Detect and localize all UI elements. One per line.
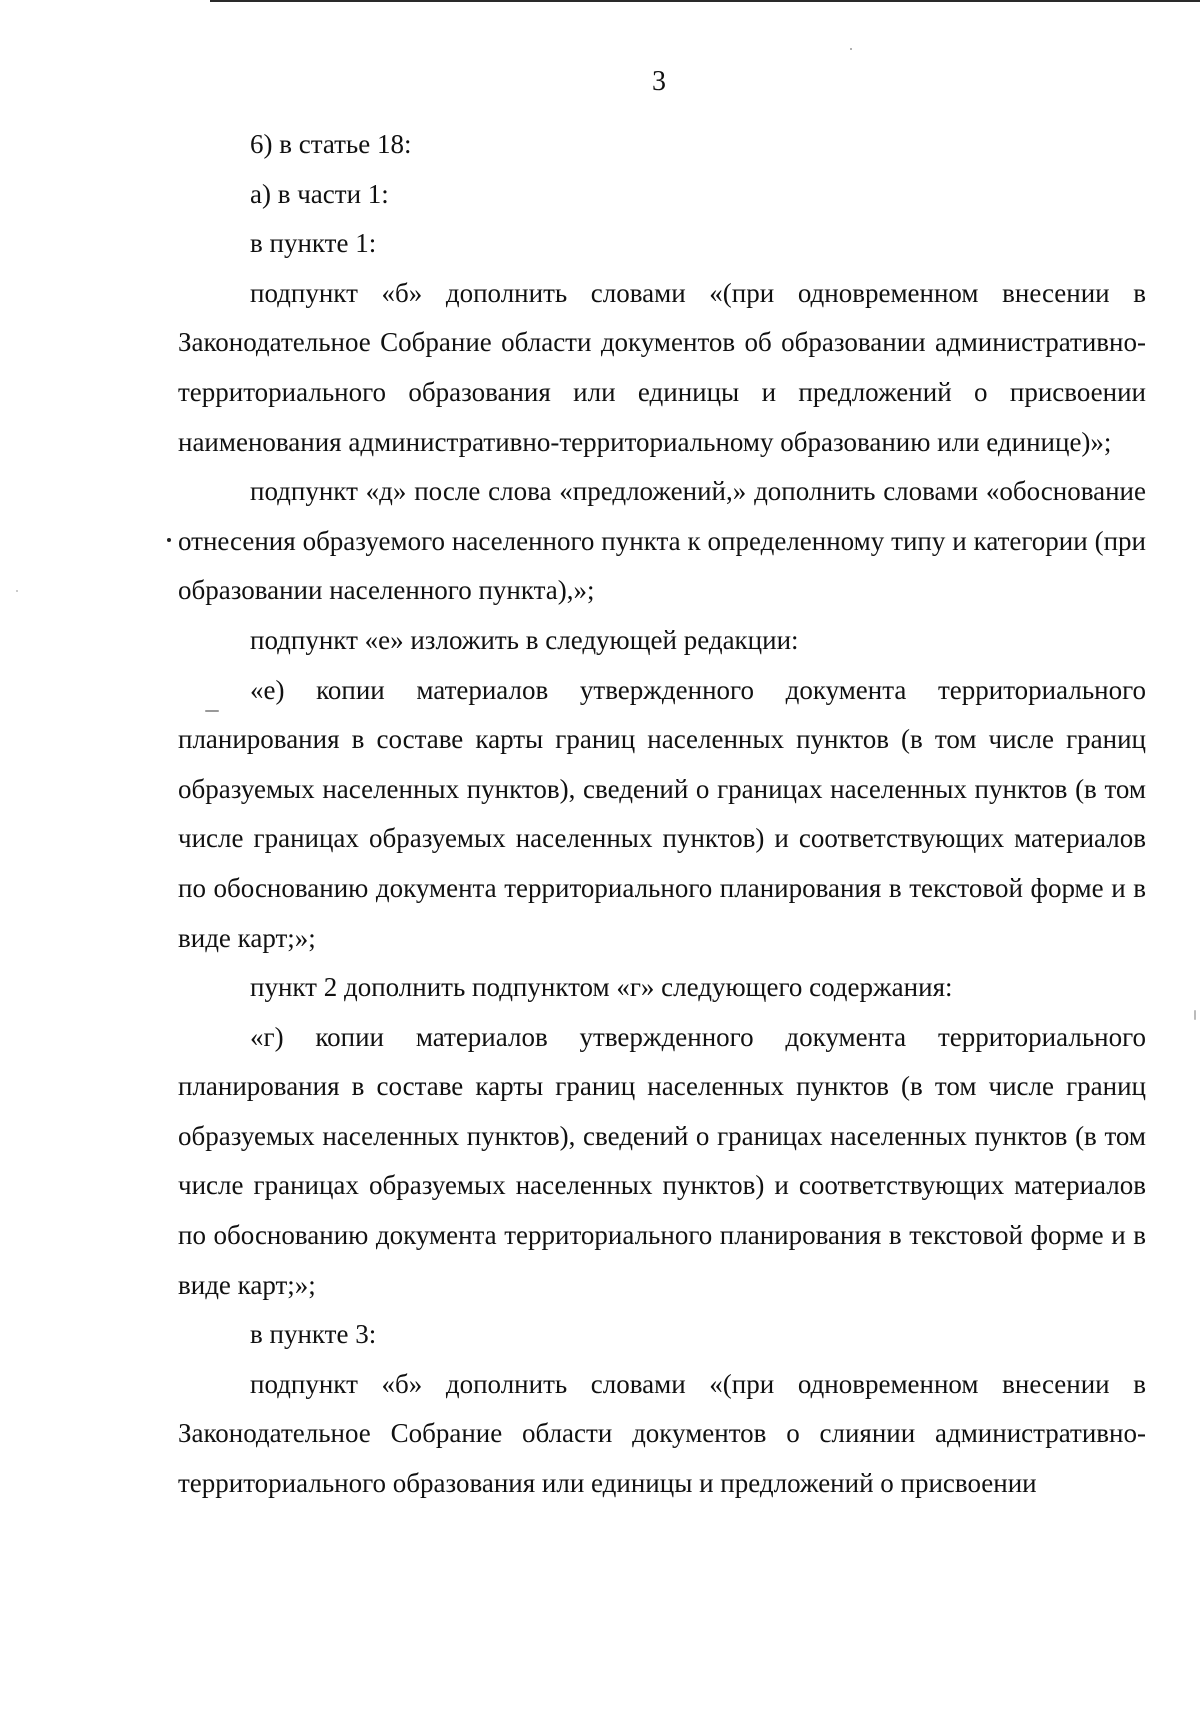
scan-artifact-speck [16,590,18,592]
paragraph-point-3-subpoint-b: подпункт «б» дополнить словами «(при одновременном внесении в Законодательное Собрание области документов о слиянии административно-территориального образования или единицы и предложений о присвоении [178,1368,1146,1499]
paragraph-subpoint-b: подпункт «б» дополнить словами «(при одновременном внесении в Законодательное Собрание области документов об образовании административно-территориального образования или единицы и предложений о присвоении наименования административно-территориальному образованию или единице)»; [178,277,1146,457]
paragraph-article-18: 6) в статье 18: [250,129,412,159]
document-body [178,120,1146,1509]
scan-artifact-edge-mark [1194,1010,1196,1020]
scan-artifact-dash [205,710,219,712]
page-number: 3 [652,66,666,97]
paragraph-subpoint-e-intro: подпункт «е» изложить в следующей редакции: [250,624,799,655]
paragraph-subpoint-d: подпункт «д» после слова «предложений,» дополнить словами «обоснование отнесения образуемого населенного пункта к определенному типу и категории (при образовании населенного пункта),»; [178,476,1146,606]
paragraph-subpoint-g-text: «г) копии материалов утвержденного документа территориального планирования в составе карты границ населенных пунктов (в том числе границ образуемых населенных пунктов), сведений о границах населенных пунктов (в том числе границах образуемых населенных пунктов) и соответствующих материалов по обоснованию документа территориального планирования в текстовой форме и в виде карт;»; [178,1021,1146,1300]
scan-artifact-dot [167,538,171,542]
paragraph-part-1: а) в части 1: [250,178,389,209]
paragraph-point-3: в пункте 3: [250,1319,377,1350]
paragraph-point-1: в пункте 1: [250,228,377,259]
paragraph-subpoint-e-text: «е) копии материалов утвержденного документа территориального планирования в составе карты границ населенных пунктов (в том числе границ образуемых населенных пунктов), сведений о границах населенных пунктов (в том числе границах образуемых населенных пунктов) и соответствующих материалов по обоснованию документа территориального планирования в текстовой форме и в виде карт;»; [178,674,1146,953]
top-border-line [210,0,1200,2]
paragraph-point-2: пункт 2 дополнить подпунктом «г» следующего содержания: [250,972,953,1003]
scan-artifact-speck [850,48,852,50]
